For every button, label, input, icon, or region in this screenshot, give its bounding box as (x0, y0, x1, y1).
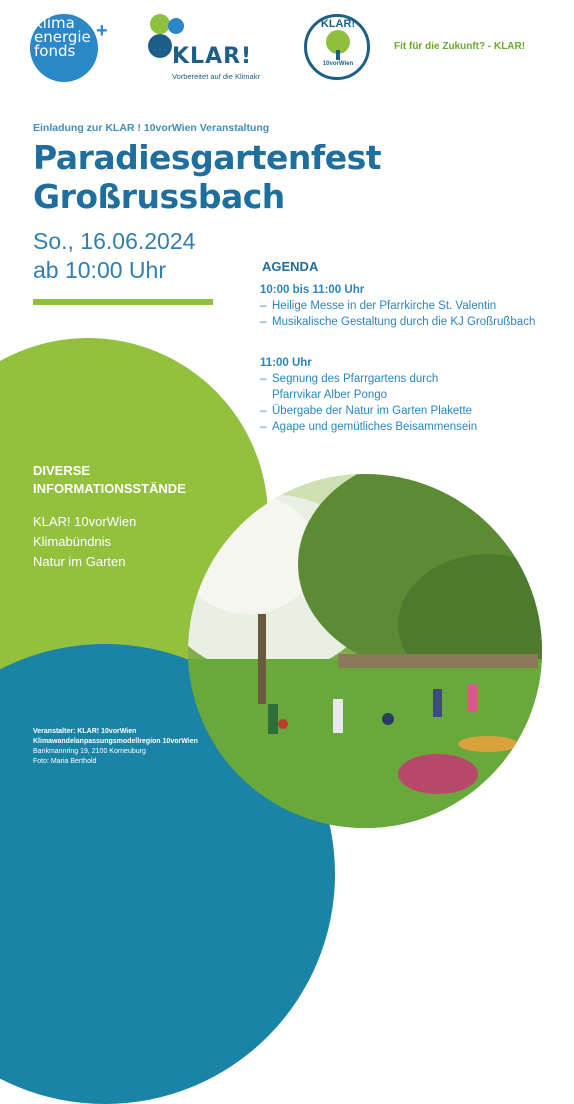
tagline: Fit für die Zukunft? - KLAR! (394, 41, 526, 52)
info-stands-list (33, 512, 136, 572)
info-heading-line2: INFORMATIONSSTÄNDE (33, 481, 186, 496)
agenda-item: – Musikalische Gestaltung durch die KJ Großrußbach (260, 314, 560, 330)
klar-logo-subtitle: Vorbereitet auf die Klimakr (172, 72, 260, 81)
agenda-item: – Agape und gemütliches Beisammensein (260, 419, 560, 435)
garden-photo (188, 474, 542, 828)
info-stands-heading (33, 462, 186, 498)
event-title (33, 138, 381, 216)
agenda-slot (260, 357, 560, 435)
info-stand-item: Natur im Garten (33, 554, 126, 569)
agenda-slot (260, 284, 560, 330)
info-heading-line1: DIVERSE (33, 463, 91, 478)
footer-region: Klimawandelanpassungsmodellregion 10vorWien (33, 738, 198, 745)
agenda-heading: AGENDA (262, 259, 319, 274)
agenda-item: – Übergabe der Natur im Garten Plakette (260, 403, 560, 419)
agenda-item: – Segnung des Pfarrgartens durch Pfarrvikar Alber Pongo (260, 371, 472, 403)
event-date-line1: So., 16.06.2024 (33, 228, 196, 254)
footer-address: Bankmannring 19, 2100 Korneuburg (33, 748, 146, 755)
footer-photo-credit: Foto: Maria Berthold (33, 758, 97, 765)
agenda-slot-time: 10:00 bis 11:00 Uhr (260, 284, 365, 296)
footer-organizer: Veranstalter: KLAR! 10vorWien (33, 728, 137, 735)
garden-illustration (188, 474, 542, 828)
event-date-line2: ab 10:00 Uhr (33, 257, 166, 283)
agenda-item: – Heilige Messe in der Pfarrkirche St. Valentin (260, 298, 560, 314)
kef-line1: klima (34, 14, 75, 32)
footer-credits (33, 727, 198, 767)
info-stand-item: Klimabündnis (33, 534, 112, 549)
invitation-line: Einladung zur KLAR ! 10vorWien Veranstaltung (33, 122, 270, 134)
badge-subtitle: 10vorWien (322, 61, 354, 67)
badge-title: KLAR! (320, 18, 356, 30)
kef-plus-sign: + (96, 20, 108, 42)
kef-line2: energie (34, 28, 91, 46)
agenda-slot-time: 11:00 Uhr (260, 357, 312, 369)
klar-logo-word: KLAR! (172, 44, 253, 69)
event-title-line2: Großrussbach (33, 177, 285, 216)
kef-line3: fonds (34, 42, 76, 60)
tree-trunk-icon (336, 50, 340, 60)
info-stand-item: KLAR! 10vorWien (33, 514, 137, 529)
event-date (33, 227, 195, 285)
divider (33, 299, 213, 305)
event-title-line1: Paradiesgartenfest (33, 138, 382, 177)
klima-energie-fonds-wordmark (34, 16, 124, 58)
